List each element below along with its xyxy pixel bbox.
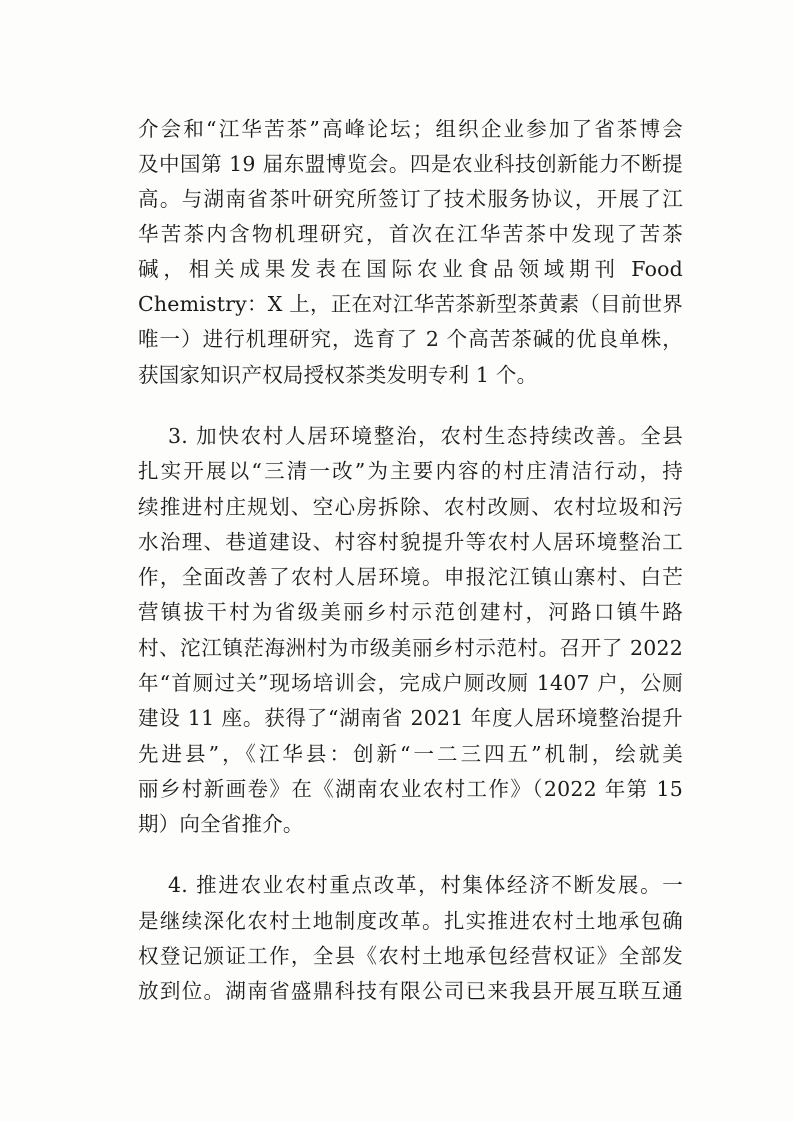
paragraph-2-line-11: 丽乡村新画卷》在《湖南农业农村工作》（2022 年第 15: [138, 777, 683, 801]
paragraph-1-line-6: Chemistry：X 上，正在对江华苦茶新型茶黄素（目前世界: [138, 292, 683, 316]
paragraph-2-line-8: 年“首厕过关”现场培训会，完成户厕改厕 1407 户，公厕: [138, 671, 683, 695]
paragraph-2-line-4: 水治理、巷道建设、村容村貌提升等农村人居环境整治工: [138, 530, 683, 554]
paragraph-2-line-5: 作，全面改善了农村人居环境。申报沱江镇山寨村、白芒: [138, 565, 683, 589]
paragraph-1-line-1: 介会和“江华苦茶”高峰论坛；组织企业参加了省茶博会: [138, 117, 683, 141]
paragraph-1-line-4: 华苦茶内含物机理研究，首次在江华苦茶中发现了苦茶: [138, 222, 683, 246]
paragraph-2-line-3: 续推进村庄规划、空心房拆除、农村改厕、农村垃圾和污: [138, 495, 683, 519]
paragraph-3-line-4: 放到位。湖南省盛鼎科技有限公司已来我县开展互联互通: [138, 979, 683, 1003]
paragraph-3-line-3: 权登记颁证工作，全县《农村土地承包经营权证》全部发: [138, 944, 683, 968]
paragraph-1-line-8: 获国家知识产权局授权茶类发明专利 1 个。: [138, 363, 538, 387]
paragraph-3-line-2: 是继续深化农村土地制度改革。扎实推进农村土地承包确: [138, 909, 683, 933]
paragraph-1-line-3: 高。与湖南省茶叶研究所签订了技术服务协议，开展了江: [138, 187, 683, 211]
paragraph-2-line-7: 村、沱江镇茫海洲村为市级美丽乡村示范村。召开了 2022: [138, 636, 683, 660]
paragraph-2-line-6: 营镇拔干村为省级美丽乡村示范创建村，河路口镇牛路: [138, 600, 683, 624]
paragraph-3-line-1: 4. 推进农业农村重点改革，村集体经济不断发展。一: [168, 873, 683, 897]
paragraph-2-line-2: 扎实开展以“三清一改”为主要内容的村庄清洁行动，持: [138, 459, 683, 483]
paragraph-1-line-5: 碱，相关成果发表在国际农业食品领域期刊 Food: [138, 257, 683, 281]
paragraph-2-line-9: 建设 11 座。获得了“湖南省 2021 年度人居环境整治提升: [138, 706, 683, 730]
paragraph-2-line-1: 3. 加快农村人居环境整治，农村生态持续改善。全县: [168, 424, 683, 448]
paragraph-1-line-7: 唯一）进行机理研究，选育了 2 个高苦茶碱的优良单株，: [138, 327, 683, 351]
paragraph-2-line-12: 期）向全省推介。: [138, 812, 304, 836]
paragraph-2-line-10: 先进县”，《江华县：创新“一二三四五”机制，绘就美: [138, 742, 683, 766]
paragraph-1-line-2: 及中国第 19 届东盟博览会。四是农业科技创新能力不断提: [138, 152, 683, 176]
